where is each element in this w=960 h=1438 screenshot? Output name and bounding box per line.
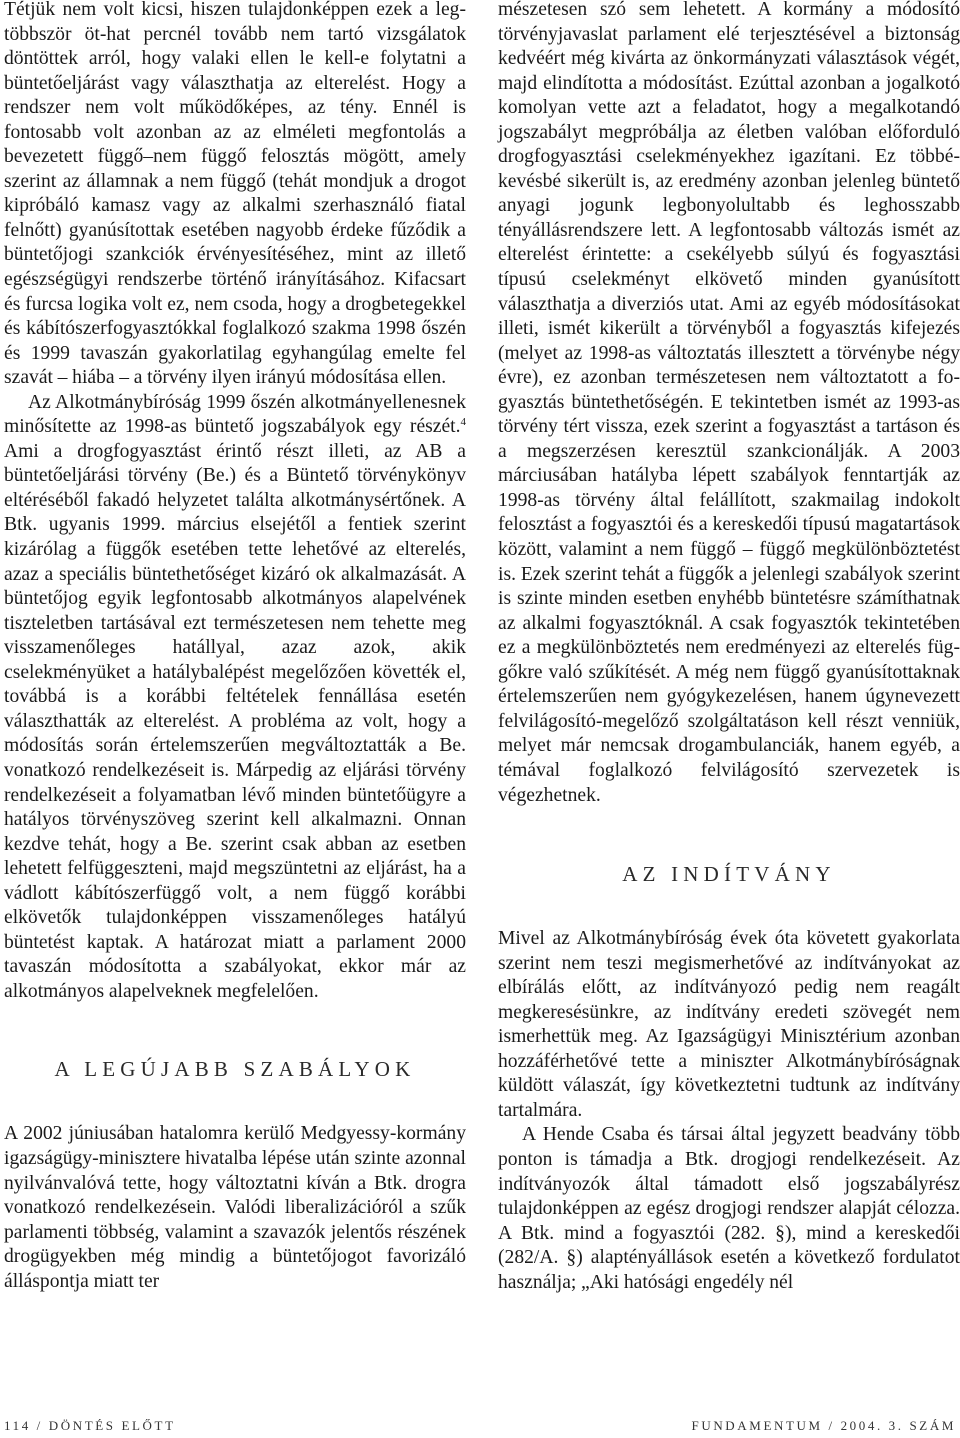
body-paragraph: A Hende Csaba és társai által jegyzett beadvány több ponton is támadja a Btk. drogjogi rendelkezéseit. Az indítványozók által támadott első jogszabályrész tulajdonképpen az egész drogjogi rendszer alapját célozza. A Btk. mind a fogyasztói (282. §), mind a kereskedői (282/A. §) alaptényállások esetén a következő fordulatot használja; „Aki hatósági engedély nél bbox=[498, 1124, 960, 1293]
section-heading: AZ INDÍTVÁNY bbox=[622, 862, 836, 887]
left-column bbox=[4, 0, 466, 1294]
body-paragraph: A 2002 júniusában hatalomra kerülő Medgyessy-kormány igazságügy-minisztere hivatalba lépése után szinte azonnal nyilvánvalóvá tette, hogy változtatni kíván a Btk. drogra vonatkozó rendelkezésein. Valódi liberalizációról a szűk parlamenti többség, valamint a szavazók jelentős részének drogügyekben még mindig a büntetőjogot favorizáló álláspontja miatt ter bbox=[4, 1123, 466, 1292]
right-column bbox=[498, 0, 960, 1295]
body-paragraph: Mivel az Alkotmánybíróság évek óta követett gyakorlata szerint nem teszi megismerhetővé az indítványokat az elbírálás előtt, az indítványozó pedig nem reagált megkeresésünkre, az indítvány eredeti szövegét nem ismerhettük meg. Az Igazságügyi Minisztérium azonban hozzáférhetővé tette a miniszter Alkotmánybíróságnak küldött válaszát, így következtetni tudtunk az indítvány tartalmára. bbox=[498, 928, 960, 1121]
footer-journal-label: FUNDAMENTUM / 2004. 3. SZÁM bbox=[691, 1418, 956, 1433]
body-paragraph: Tétjük nem volt kicsi, hiszen tulajdonképpen ezek a legtöbbször öt-hat percnél tovább nem tartó vizsgálatok döntöttek arról, hogy valaki ellen le kell-e folytatni a büntetőeljárást vagy választhatja az elterelést. Hogy a rendszer nem volt működőképes, az tény. Ennél is fontosabb volt azonban az az elméleti megfontolás a bevezetett függő–nem függő felosztás mögött, amely szerint az államnak a nem függő (tehát mondjuk a drogot kipróbáló kamasz vagy az alkalmi szerhasználó fiatal felnőtt) gyanúsítottak esetében nagyobb érdeke fűződik a büntetőjogi szankciók érvényesítéséhez, mint az illető egészségügyi rendszerbe történő irányításához. Kifacsart és furcsa logika volt ez, nem csoda, hogy a drogbetegekkel és kábítószerfogyasztókkal foglalkozó szakma 1998 őszén és 1999 tavaszán gyakorlatilag egyhangúlag emelte fel szavát – hiába – a törvény ilyen irányú módosítása ellen. bbox=[4, 0, 466, 389]
body-paragraph: mészetesen szó sem lehetett. A kormány a módosító törvényjavaslat parlament elé terjesztésével a biztonság kedvéért még kivárta az önkormányzati választások végét, majd elindította a módosítást. Ezúttal azonban a jogalkotó komolyan vette azt a feladatot, hogy a megalkotandó jogszabályt megpróbálja az életben valóban előforduló drogfogyasztási cselekményekhez igazítani. Ez többé-kevésbé sikerült is, az eredmény azonban jelenleg büntető anyagi jogunk legbonyolultabb és leghosszabb tényállásrendszere lett. A legfontosabb változás ismét az elterelést érintette: a csekélyebb súlyú és fogyasztási típusú cselekményt elkövető minden gyanúsított választhatja a diverziós utat. Ami az egyéb módosításokat illeti, ismét kikerült a törvényből a fogyasztás kifejezés (melyet az 1998-as változtatás illesztett a törvénybe négy évre), ez azonban természetesen nem változtatott a fogyasztás büntethetőségén. E tekintetben ismét az 1993-as törvény tért vissza, ezek szerint a fogyasztást a tartáson és a megszerzésen keresztül szankcionálják. A 2003 márciusában hatályba lépett szabályok fenntartják az 1998-as törvény által felállított, szakmailag indokolt felosztást a fogyasztói és a kereskedői típusú magatartások között, valamint a nem függő – függő megkülönböztetést is. Ezek szerint tehát a függők a jelenlegi szabályok szerint is szinte minden esetben enyhébb büntetésre számíthatnak az alkalmi fogyasztóknál. A csak fogyasztók tekintetében ez a megkülönböztetés nem eredményezi az elterelés függőkre való szűkítését. A még nem függő gyanúsítottaknak értelemszerűen nem gyógykezelésen, hanem úgynevezett felvilágosító-megelőző szolgáltatáson kell részt venniük, melyet már nemcsak drogambulanciák, hanem egyéb, a témával foglalkozó felvilágosító szervezetek is végezhetnek. bbox=[498, 0, 960, 806]
footer-page-label: 114 / DÖNTÉS ELŐTT bbox=[4, 1418, 176, 1433]
body-paragraph-footnoted bbox=[4, 391, 466, 1005]
paragraph-text: Az Alkotmánybíróság 1999 őszén alkotmányellenesnek minősítette az 1998-as büntető jogszabályok egy részét. bbox=[4, 391, 466, 438]
paragraph-text: Ami a drogfogyasztást érintő részt illeti, az AB a büntetőeljárási törvény (Be.) és a Büntető törvénykönyv eltéréséből fakadó helyzetet találta alkotmánysértőnek. A Btk. ugyanis 1999. március elsejétől a fentiek szerint kizárólag a függők esetében tette lehetővé az elterelés, azaz a speciális büntethetőséget kizáró ok alkalmazását. A büntetőjog egyik legfontosabb alkotmányos alapelvének tiszteletben tartásával ezt természetesen nem tehette meg visszamenőleges hatállyal, azaz azok, akik cselekményüket a hatálybalépést megelőzően követték el, továbbá is a korábbi feltételek fennállása esetén választhatták az elterelést. A probléma az volt, hogy a módosítás során értelemszerűen megváltoztatták a Be. vonatkozó rendelkezéseit is. Márpedig az eljárási törvény rendelkezéseit a folyamatban lévő minden büntetőügyre a hatályos törvényszöveg szerint kell alkalmazni. Onnan kezdve tehát, hogy a Be. szerint csak abban az esetben lehetett felfüggeszteni, majd megszüntetni az eljárást, ha a vádlott kábítószerfüggő volt, a nem függő korábbi elkövetők tulajdonképpen visszamenőleges hatályú büntetést kaptak. A határozat miatt a parlament 2000 tavaszán módosította a szabályokat, ekkor már az alkotmányos alapelveknek megfelelően. bbox=[4, 440, 466, 1002]
footnote-reference[interactable]: 4 bbox=[460, 416, 466, 429]
section-heading: A LEGÚJABB SZABÁLYOK bbox=[54, 1057, 416, 1082]
